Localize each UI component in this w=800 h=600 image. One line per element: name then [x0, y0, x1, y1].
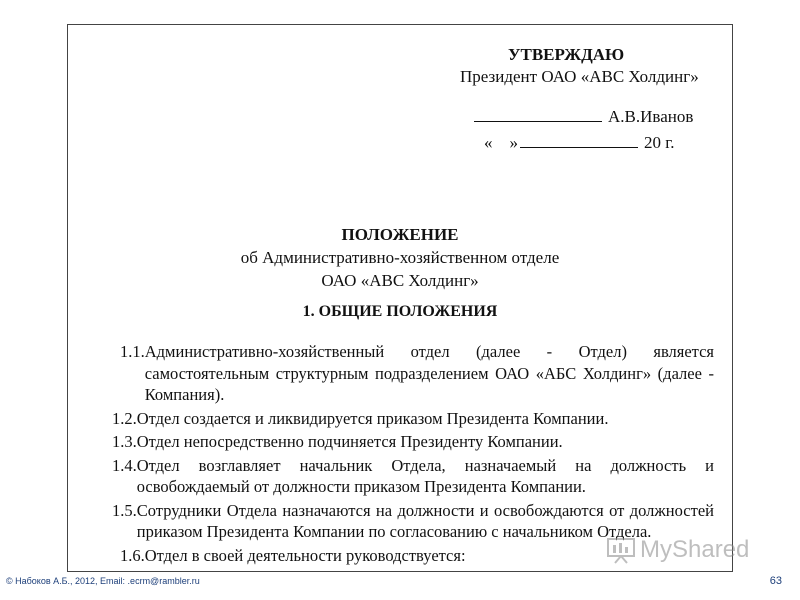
- item-number: 1.1.: [120, 342, 145, 361]
- list-item: [112, 431, 714, 453]
- date-quote-close: »: [509, 133, 518, 152]
- presentation-board-icon: [606, 536, 636, 564]
- section-title: 1. ОБЩИЕ ПОЛОЖЕНИЯ: [302, 303, 498, 320]
- item-number: 1.6.: [120, 545, 145, 565]
- item-text: Отдел в своей деятельности руководствуется:: [144, 545, 466, 565]
- document-title: ПОЛОЖЕНИЕ: [341, 225, 459, 244]
- item-text: Административно-хозяйственный отдел (далее - Отдел) является самостоятельным структурным подразделением ОАО «АБС Холдинг» (далее - Компания).: [144, 342, 714, 404]
- approval-position: Президент ОАО «АВС Холдинг»: [460, 67, 699, 86]
- document-company: ОАО «АВС Холдинг»: [321, 271, 479, 290]
- date-year: 20 г.: [644, 133, 675, 152]
- item-text: Отдел создается и ликвидируется приказом Президента Компании.: [136, 408, 609, 428]
- list-item: [112, 408, 714, 430]
- item-text: Отдел возглавляет начальник Отдела, назначаемый на должность и освобождаемый от должности приказом Президента Компании.: [136, 455, 714, 496]
- list-item: [120, 341, 714, 406]
- section-items: [112, 341, 714, 568]
- approval-title: УТВЕРЖДАЮ: [508, 45, 625, 64]
- document-subtitle: об Административно-хозяйственном отделе: [240, 248, 560, 267]
- footer-credit: © Набоков А.Б., 2012, Email: .ecrm@rambler.ru: [6, 576, 200, 586]
- item-text: Отдел непосредственно подчиняется Президенту Компании.: [136, 432, 563, 451]
- date-quote-open: «: [484, 133, 493, 152]
- item-number: 1.5.: [112, 500, 137, 520]
- document-heading: [68, 223, 732, 292]
- page-number: 63: [769, 575, 782, 587]
- watermark-text: MyShared: [640, 536, 750, 563]
- signature-line: [474, 105, 693, 129]
- item-number: 1.4.: [112, 455, 137, 475]
- item-number: 1.2.: [112, 408, 137, 428]
- signature-blank: [474, 105, 602, 122]
- signature-name: А.В.Иванов: [608, 107, 694, 126]
- date-blank: [520, 131, 638, 148]
- date-line: [484, 131, 675, 155]
- item-text: Сотрудники Отдела назначаются на должности и освобождаются от должностей приказом Президента Компании по согласованию с начальником Отдела.: [136, 500, 714, 541]
- item-number: 1.3.: [112, 432, 137, 451]
- list-item: [112, 455, 714, 498]
- document-page: [67, 24, 733, 572]
- watermark-logo: [606, 536, 749, 564]
